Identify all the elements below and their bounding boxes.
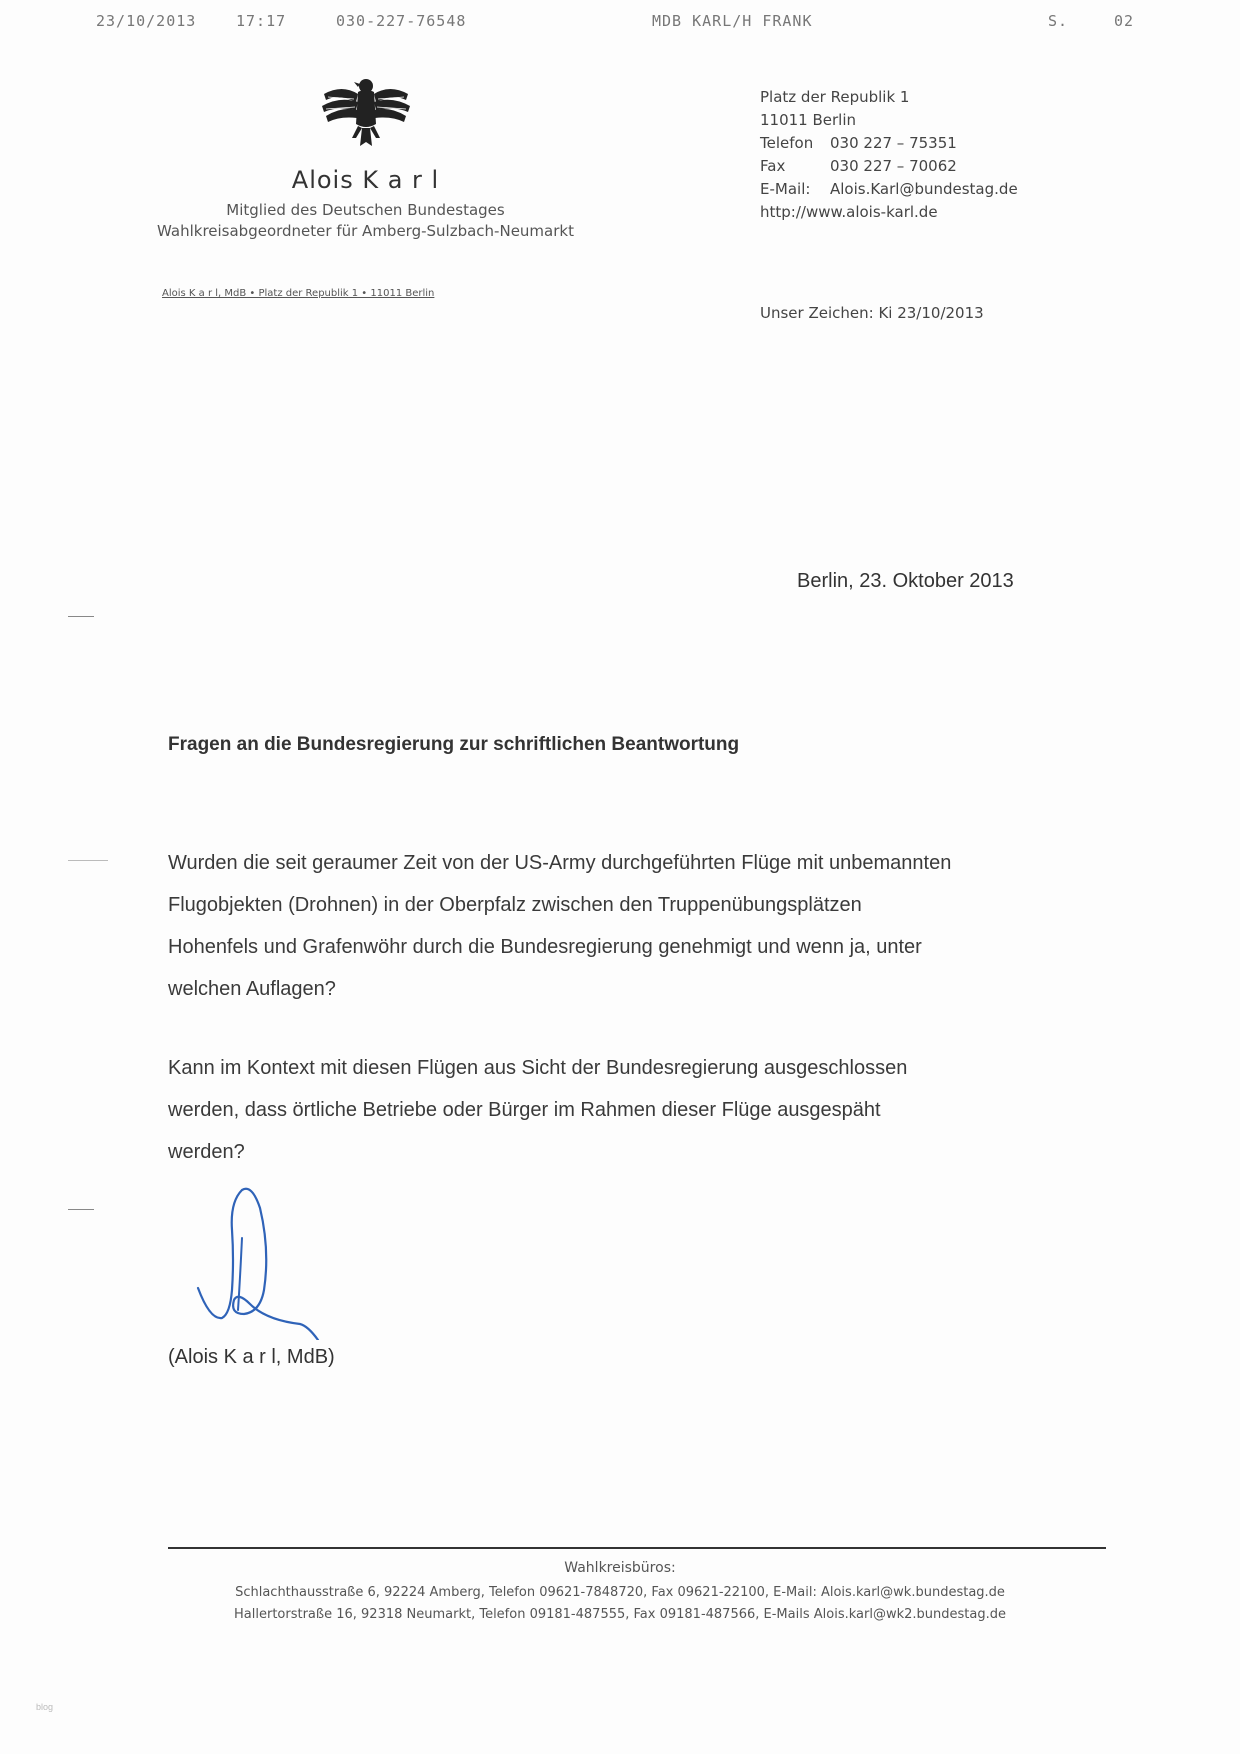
corner-watermark: blog: [36, 1702, 54, 1712]
email-label: E-Mail:: [760, 180, 811, 198]
paragraph-line: werden, dass örtliche Betriebe oder Bürger im Rahmen dieser Flüge ausgespäht: [168, 1099, 881, 1121]
letterhead-name-block: [118, 166, 613, 242]
contact-block: [760, 86, 1018, 224]
paragraph-line: welchen Auflagen?: [168, 978, 336, 1000]
paragraph-line: werden?: [168, 1141, 245, 1163]
phone-value: 030 227 – 75351: [830, 134, 957, 152]
fold-mark: [68, 616, 94, 617]
bundesadler-eagle-icon: [318, 72, 414, 152]
question-paragraph-1: [168, 842, 1078, 1010]
return-address: Alois K a r l, MdB • Platz der Republik 1 • 11011 Berlin: [162, 288, 435, 299]
fax-label: Fax: [760, 157, 786, 175]
letter-subject: Fragen an die Bundesregierung zur schriftlichen Beantwortung: [168, 734, 740, 755]
contact-phone-row: [760, 132, 1018, 155]
letterhead-title: Mitglied des Deutschen Bundestages: [226, 201, 505, 219]
contact-fax-row: [760, 155, 1018, 178]
fold-mark: [68, 1209, 94, 1210]
contact-email-row: [760, 178, 1018, 201]
contact-web: http://www.alois-karl.de: [760, 203, 938, 221]
fax-time: 17:17: [236, 12, 287, 30]
fax-value: 030 227 – 70062: [830, 157, 957, 175]
fax-page-number: 02: [1114, 12, 1135, 30]
punch-mark: [68, 860, 108, 861]
letterhead-name: Alois K a r l: [291, 166, 440, 194]
paragraph-line: Kann im Kontext mit diesen Flügen aus Sicht der Bundesregierung ausgeschlossen: [168, 1057, 908, 1079]
fax-number: 030-227-76548: [336, 12, 467, 30]
fax-date: 23/10/2013: [96, 12, 197, 30]
fax-page-label: S.: [1048, 12, 1069, 30]
contact-city: 11011 Berlin: [760, 111, 857, 129]
contact-street: Platz der Republik 1: [760, 88, 910, 106]
reference-line: Unser Zeichen: Ki 23/10/2013: [760, 304, 984, 322]
phone-label: Telefon: [760, 134, 814, 152]
footer-office-neumarkt: Hallertorstraße 16, 92318 Neumarkt, Telefon 09181-487555, Fax 09181-487566, E-Mails Alois.karl@wk2.bundestag.de: [234, 1607, 1006, 1622]
footer-divider: [168, 1547, 1106, 1549]
letter-date: Berlin, 23. Oktober 2013: [797, 570, 1014, 592]
handwritten-signature: [190, 1180, 340, 1340]
fax-sender: MDB KARL/H FRANK: [652, 12, 813, 30]
signature-name: (Alois K a r l, MdB): [168, 1346, 335, 1368]
letterhead-constituency: Wahlkreisabgeordneter für Amberg-Sulzbach-Neumarkt: [157, 222, 574, 240]
paragraph-line: Flugobjekten (Drohnen) in der Oberpfalz zwischen den Truppenübungsplätzen: [168, 894, 862, 916]
email-value: Alois.Karl@bundestag.de: [830, 180, 1018, 198]
paragraph-line: Hohenfels und Grafenwöhr durch die Bundesregierung genehmigt und wenn ja, unter: [168, 936, 922, 958]
paragraph-line: Wurden die seit geraumer Zeit von der US-Army durchgeführten Flüge mit unbemannten: [168, 852, 952, 874]
footer-title: Wahlkreisbüros:: [564, 1560, 676, 1576]
footer-office-amberg: Schlachthausstraße 6, 92224 Amberg, Telefon 09621-7848720, Fax 09621-22100, E-Mail: Alois.karl@wk.bundestag.de: [235, 1585, 1005, 1600]
footer: [150, 1560, 1090, 1626]
question-paragraph-2: [168, 1047, 1078, 1173]
